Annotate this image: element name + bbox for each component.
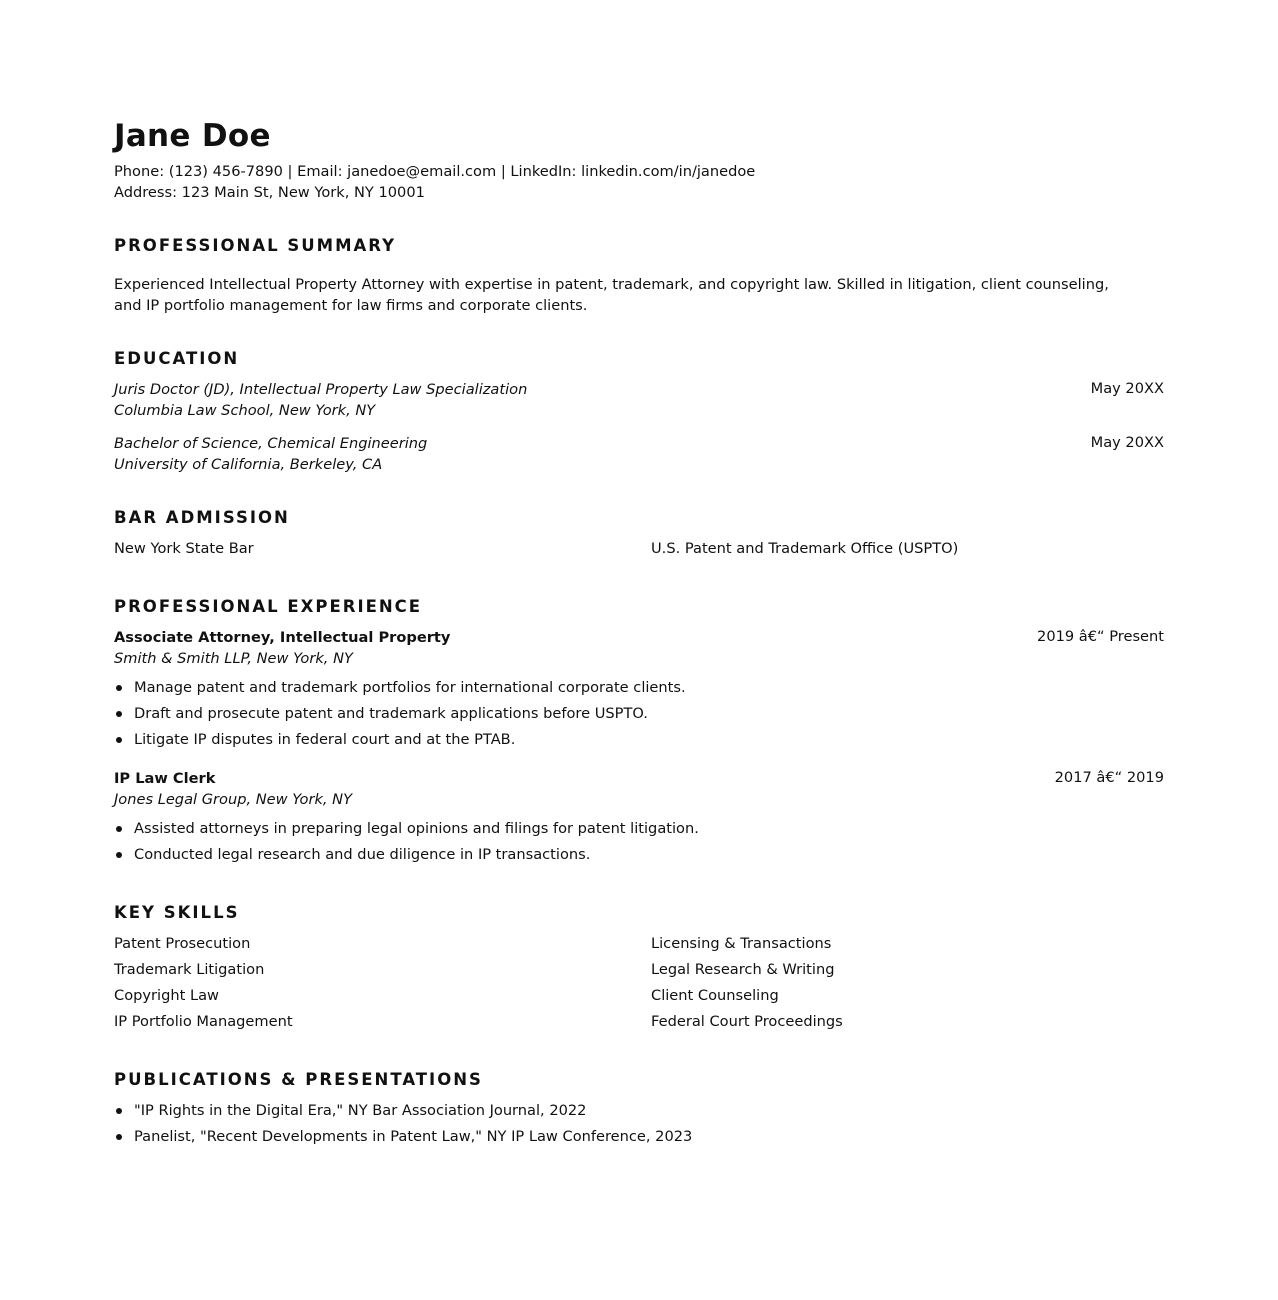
- bullet-icon: [116, 685, 122, 691]
- job-bullet-text: Litigate IP disputes in federal court and at the PTAB.: [134, 731, 516, 748]
- education-date: May 20XX: [1090, 380, 1164, 397]
- job-role: Associate Attorney, Intellectual Property: [114, 629, 451, 646]
- education-school: University of California, Berkeley, CA: [114, 456, 383, 473]
- education-date: May 20XX: [1090, 434, 1164, 451]
- job-bullet: [114, 703, 648, 724]
- job-bullet: [114, 677, 686, 698]
- publication-text: Panelist, "Recent Developments in Patent Law," NY IP Law Conference, 2023: [134, 1128, 693, 1145]
- bullet-icon: [116, 826, 122, 832]
- bullet-icon: [116, 711, 122, 717]
- publication-text: "IP Rights in the Digital Era," NY Bar Association Journal, 2022: [134, 1102, 587, 1119]
- address-line: Address: 123 Main St, New York, NY 10001: [114, 184, 425, 201]
- education-degree: Bachelor of Science, Chemical Engineering: [114, 435, 428, 452]
- job-bullet-text: Manage patent and trademark portfolios for international corporate clients.: [134, 679, 686, 696]
- job-bullet: [114, 818, 699, 839]
- section-title-skills: KEY SKILLS: [114, 903, 240, 922]
- skill-item: Federal Court Proceedings: [651, 1013, 843, 1030]
- job-bullet-text: Assisted attorneys in preparing legal opinions and filings for patent litigation.: [134, 820, 699, 837]
- job-role: IP Law Clerk: [114, 770, 216, 787]
- skill-item: Licensing & Transactions: [651, 935, 832, 952]
- section-title-education: EDUCATION: [114, 349, 240, 368]
- job-dates: 2019 â€“ Present: [1037, 628, 1164, 645]
- bullet-icon: [116, 852, 122, 858]
- skill-item: Patent Prosecution: [114, 935, 251, 952]
- skill-item: Trademark Litigation: [114, 961, 265, 978]
- bullet-icon: [116, 1134, 122, 1140]
- skill-item: Copyright Law: [114, 987, 219, 1004]
- skill-item: Client Counseling: [651, 987, 779, 1004]
- job-company: Smith & Smith LLP, New York, NY: [114, 650, 353, 667]
- section-title-bar-admission: BAR ADMISSION: [114, 508, 290, 527]
- contact-line: Phone: (123) 456-7890 | Email: janedoe@email.com | LinkedIn: linkedin.com/in/janedoe: [114, 163, 756, 180]
- job-bullet: [114, 729, 515, 750]
- bar-admission-item: New York State Bar: [114, 540, 254, 557]
- job-company: Jones Legal Group, New York, NY: [114, 791, 353, 808]
- skill-item: IP Portfolio Management: [114, 1013, 293, 1030]
- job-dates: 2017 â€“ 2019: [1054, 769, 1164, 786]
- publication-item: [114, 1126, 692, 1147]
- job-bullet-text: Draft and prosecute patent and trademark applications before USPTO.: [134, 705, 648, 722]
- bullet-icon: [116, 737, 122, 743]
- section-title-publications: PUBLICATIONS & PRESENTATIONS: [114, 1070, 483, 1089]
- publication-item: [114, 1100, 586, 1121]
- candidate-name: Jane Doe: [114, 118, 271, 154]
- section-title-experience: PROFESSIONAL EXPERIENCE: [114, 597, 423, 616]
- education-degree: Juris Doctor (JD), Intellectual Property Law Specialization: [114, 381, 528, 398]
- bullet-icon: [116, 1108, 122, 1114]
- job-bullet: [114, 844, 590, 865]
- section-title-summary: PROFESSIONAL SUMMARY: [114, 236, 397, 255]
- job-bullet-text: Conducted legal research and due diligence in IP transactions.: [134, 846, 591, 863]
- summary-text: Experienced Intellectual Property Attorney with expertise in patent, trademark, and copyright law. Skilled in litigation, client counseling, and IP portfolio management for law firms and corporate clients.: [114, 276, 1109, 314]
- education-school: Columbia Law School, New York, NY: [114, 402, 376, 419]
- bar-admission-item: U.S. Patent and Trademark Office (USPTO): [651, 540, 959, 557]
- skill-item: Legal Research & Writing: [651, 961, 835, 978]
